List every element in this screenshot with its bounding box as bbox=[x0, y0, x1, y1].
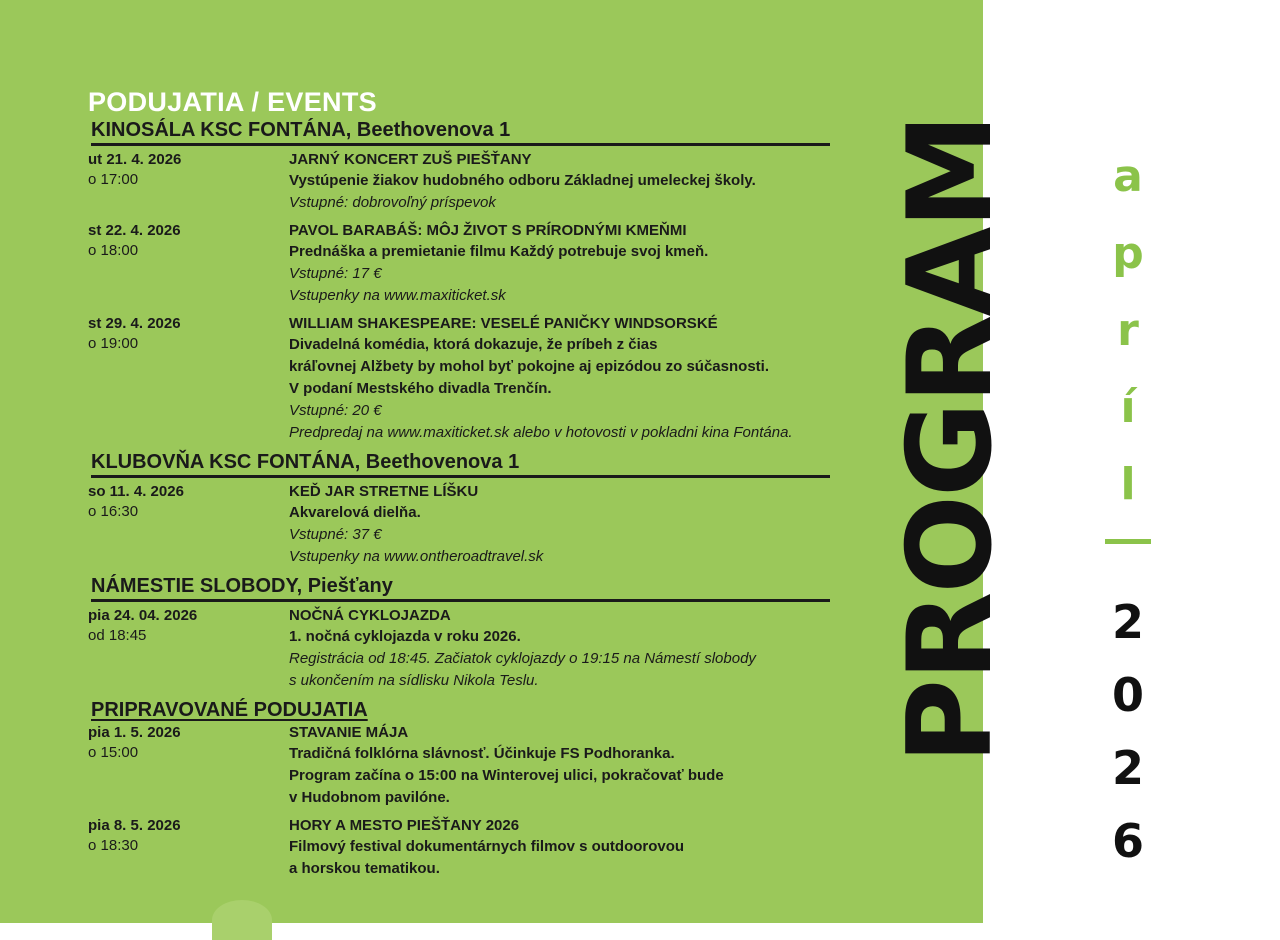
event-when bbox=[88, 723, 289, 809]
month-year-column bbox=[1088, 150, 1168, 884]
event-note: s ukončením na sídlisku Nikola Teslu. bbox=[289, 672, 539, 689]
event-details bbox=[289, 150, 830, 214]
venue-heading: KINOSÁLA KSC FONTÁNA, Beethovenova 1 bbox=[91, 118, 830, 146]
month-letter: í bbox=[1120, 382, 1136, 433]
year-digit: 2 bbox=[1111, 595, 1144, 649]
month-letters bbox=[1088, 150, 1168, 535]
year-digit: 0 bbox=[1111, 668, 1144, 722]
event-time: o 18:00 bbox=[88, 242, 139, 259]
event-title: PAVOL BARABÁŠ: MÔJ ŽIVOT S PRÍRODNÝMI KMEŇMI bbox=[289, 222, 687, 239]
event-details bbox=[289, 816, 830, 880]
event-date: st 29. 4. 2026 bbox=[88, 315, 181, 332]
event-description: Vystúpenie žiakov hudobného odboru Základnej umeleckej školy. bbox=[289, 172, 756, 189]
venue-heading: NÁMESTIE SLOBODY, Piešťany bbox=[91, 574, 830, 602]
event-note: Vstupné: 20 € bbox=[289, 402, 382, 419]
event-note: Vstupenky na www.ontheroadtravel.sk bbox=[289, 548, 544, 565]
event-description: 1. nočná cyklojazda v roku 2026. bbox=[289, 628, 521, 645]
event-title: NOČNÁ CYKLOJAZDA bbox=[289, 607, 451, 624]
event-details bbox=[289, 314, 830, 444]
event-date: ut 21. 4. 2026 bbox=[88, 151, 182, 168]
event-when bbox=[88, 314, 289, 444]
year-digit: 2 bbox=[1111, 741, 1144, 795]
event-note: Vstupné: dobrovoľný príspevok bbox=[289, 194, 496, 211]
event-row bbox=[88, 150, 830, 214]
event-note: Vstupné: 17 € bbox=[289, 265, 382, 282]
event-when bbox=[88, 221, 289, 307]
event-row bbox=[88, 723, 830, 809]
event-note: Vstupné: 37 € bbox=[289, 526, 382, 543]
event-description: Akvarelová dielňa. bbox=[289, 504, 421, 521]
month-letter: p bbox=[1112, 228, 1144, 279]
event-note: Vstupenky na www.maxiticket.sk bbox=[289, 287, 506, 304]
sections bbox=[88, 118, 830, 884]
event-date: pia 8. 5. 2026 bbox=[88, 817, 181, 834]
event-description: a horskou tematikou. bbox=[289, 860, 440, 877]
page-title: PODUJATIA / EVENTS bbox=[88, 87, 377, 117]
event-time: od 18:45 bbox=[88, 627, 147, 644]
event-description: V podaní Mestského divadla Trenčín. bbox=[289, 380, 552, 397]
event-note: Predpredaj na www.maxiticket.sk alebo v hotovosti v pokladni kina Fontána. bbox=[289, 424, 793, 441]
dash-divider bbox=[1105, 539, 1151, 544]
event-when bbox=[88, 150, 289, 214]
event-row bbox=[88, 221, 830, 307]
event-description: Tradičná folklórna slávnosť. Účinkuje FS Podhoranka. bbox=[289, 745, 675, 762]
month-letter: r bbox=[1117, 305, 1139, 356]
event-date: so 11. 4. 2026 bbox=[88, 483, 184, 500]
event-date: pia 1. 5. 2026 bbox=[88, 724, 181, 741]
event-title: STAVANIE MÁJA bbox=[289, 724, 409, 741]
year-digits bbox=[1088, 592, 1168, 884]
event-title: HORY A MESTO PIEŠŤANY 2026 bbox=[289, 817, 520, 834]
event-time: o 19:00 bbox=[88, 335, 139, 352]
event-title: KEĎ JAR STRETNE LÍŠKU bbox=[289, 483, 479, 500]
event-time: o 17:00 bbox=[88, 171, 139, 188]
event-description: kráľovnej Alžbety by mohol byť pokojne aj epizódou zo súčasnosti. bbox=[289, 358, 769, 375]
event-details bbox=[289, 606, 830, 692]
event-date: pia 24. 04. 2026 bbox=[88, 607, 198, 624]
venue-heading: KLUBOVŇA KSC FONTÁNA, Beethovenova 1 bbox=[91, 450, 830, 478]
event-details bbox=[289, 723, 830, 809]
event-time: o 16:30 bbox=[88, 503, 139, 520]
event-note: Registrácia od 18:45. Začiatok cyklojazdy o 19:15 na Námestí slobody bbox=[289, 650, 756, 667]
event-row bbox=[88, 482, 830, 568]
event-description: Program začína o 15:00 na Winterovej ulici, pokračovať bude bbox=[289, 767, 724, 784]
event-description: v Hudobnom pavilóne. bbox=[289, 789, 450, 806]
event-details bbox=[289, 482, 830, 568]
event-title: WILLIAM SHAKESPEARE: VESELÉ PANIČKY WINDSORSKÉ bbox=[289, 315, 718, 332]
event-time: o 15:00 bbox=[88, 744, 139, 761]
decorative-leaf bbox=[212, 900, 272, 940]
event-row bbox=[88, 816, 830, 880]
event-description: Divadelná komédia, ktorá dokazuje, že príbeh z čias bbox=[289, 336, 658, 353]
program-vertical-title: PROGRAM bbox=[883, 115, 1018, 764]
event-date: st 22. 4. 2026 bbox=[88, 222, 181, 239]
event-when bbox=[88, 606, 289, 692]
event-row bbox=[88, 606, 830, 692]
event-when bbox=[88, 482, 289, 568]
month-letter: a bbox=[1113, 151, 1143, 202]
venue-heading: PRIPRAVOVANÉ PODUJATIA bbox=[91, 699, 368, 721]
month-letter: l bbox=[1120, 459, 1136, 510]
event-title: JARNÝ KONCERT ZUŠ PIEŠŤANY bbox=[289, 151, 532, 168]
event-description: Filmový festival dokumentárnych filmov s outdoorovou bbox=[289, 838, 685, 855]
event-row bbox=[88, 314, 830, 444]
event-details bbox=[289, 221, 830, 307]
year-digit: 6 bbox=[1111, 814, 1144, 868]
event-description: Prednáška a premietanie filmu Každý potrebuje svoj kmeň. bbox=[289, 243, 709, 260]
events-list bbox=[88, 86, 830, 884]
event-when bbox=[88, 816, 289, 880]
event-time: o 18:30 bbox=[88, 837, 139, 854]
